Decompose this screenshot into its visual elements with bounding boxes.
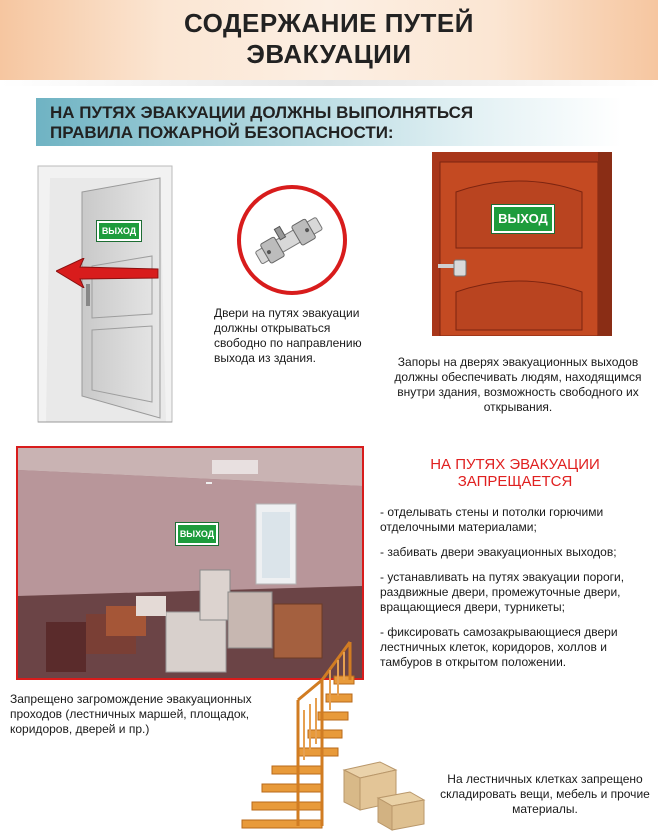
prohibited-list xyxy=(380,505,656,680)
prohibited-item: - устанавливать на путях эвакуации пороги, раздвижные двери, промежуточные двери, вращающиеся двери, турникеты; xyxy=(380,570,625,614)
wooden-door-illustration xyxy=(432,152,612,336)
rules-banner-text xyxy=(50,103,610,143)
prohibited-item: - отделывать стены и потолки горючими отделочными материалами; xyxy=(380,505,604,534)
exit-sign-room: ВЫХОД xyxy=(176,523,218,545)
caption-locks: Запоры на дверях эвакуационных выходов должны обеспечивать людям, находящимся внутри здания, возможность свободного их открывания. xyxy=(394,355,642,414)
door-latch-icon xyxy=(236,184,348,296)
prohibited-heading-line1: НА ПУТЯХ ЭВАКУАЦИИ xyxy=(430,456,600,473)
rules-banner-line1: НА ПУТЯХ ЭВАКУАЦИИ ДОЛЖНЫ ВЫПОЛНЯТЬСЯ xyxy=(50,103,474,122)
header-divider xyxy=(0,80,658,86)
page-title-line1: СОДЕРЖАНИЕ ПУТЕЙ xyxy=(184,8,474,38)
exit-sign-grey-door: ВЫХОД xyxy=(97,221,141,241)
prohibited-heading xyxy=(380,456,650,490)
caption-doors-open: Двери на путях эвакуации должны открываться свободно по направлению выхода из здания. xyxy=(214,306,362,365)
exit-arrow-icon xyxy=(56,258,160,288)
caption-clutter: Запрещено загромождение эвакуационных проходов (лестничных маршей, площадок, коридоров, дверей и пр.) xyxy=(10,692,252,736)
exit-sign-wooden-door: ВЫХОД xyxy=(492,205,554,233)
caption-stairs: На лестничных клетках запрещено складировать вещи, мебель и прочие материалы. xyxy=(440,772,650,816)
page-title xyxy=(0,8,658,70)
cardboard-boxes-icon xyxy=(340,752,428,832)
prohibited-item: - забивать двери эвакуационных выходов; xyxy=(380,545,617,559)
prohibited-heading-line2: ЗАПРЕЩАЕТСЯ xyxy=(457,473,573,490)
page-title-line2: ЭВАКУАЦИИ xyxy=(246,39,412,69)
rules-banner-line2: ПРАВИЛА ПОЖАРНОЙ БЕЗОПАСНОСТИ: xyxy=(50,123,394,142)
prohibited-item: - фиксировать самозакрывающиеся двери лестничных клеток, коридоров, холлов и тамбуров в открытом положении. xyxy=(380,625,618,669)
open-door-illustration xyxy=(36,164,176,424)
